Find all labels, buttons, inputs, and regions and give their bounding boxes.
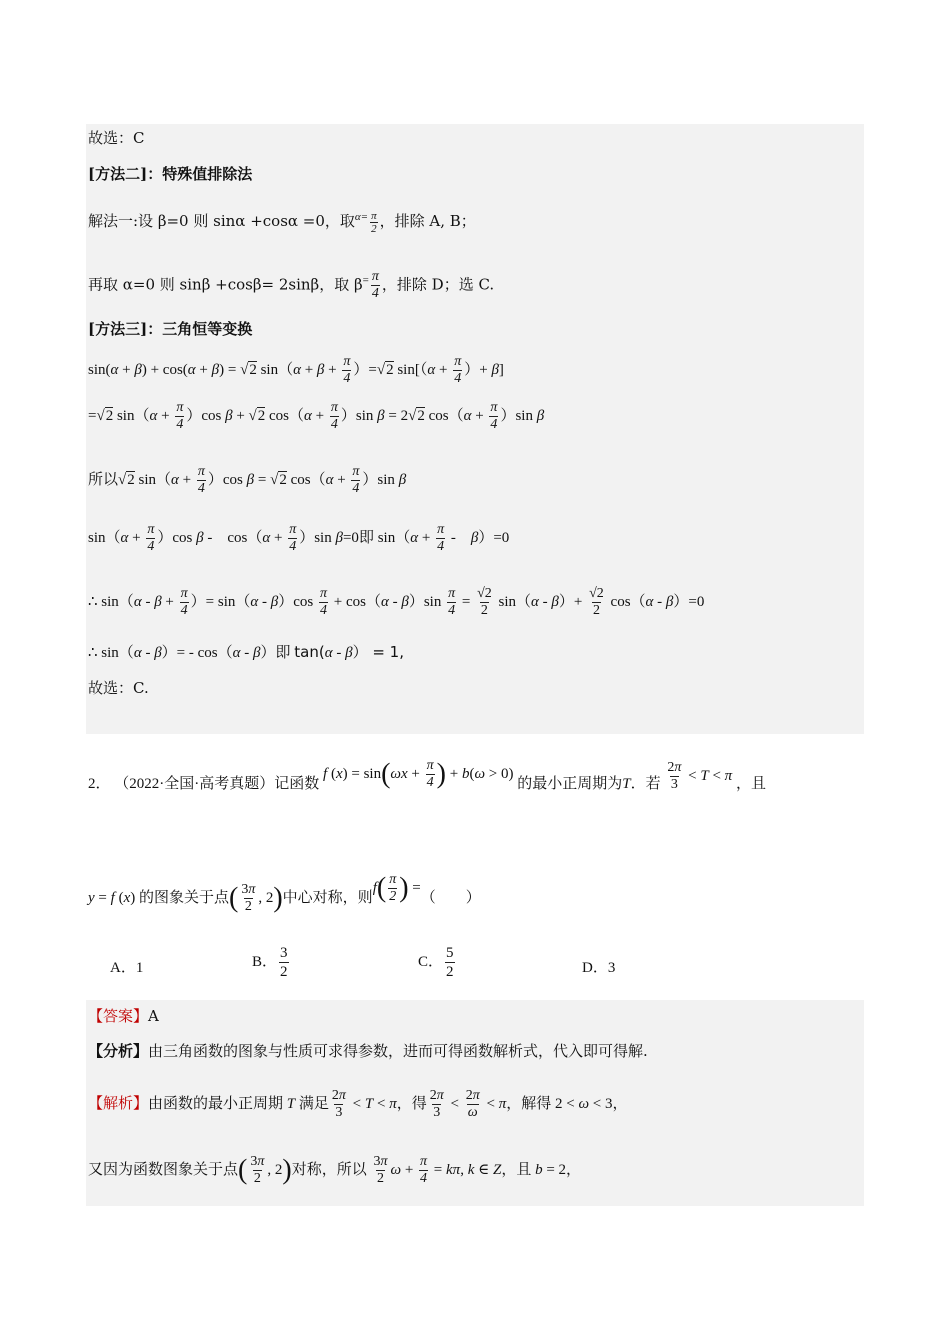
- method2-line2: 再取 α=0 则 sinβ +cosβ= 2sinβ，取 β= $\frac{\pi}{4}$ ，排除 D；选 C.: [88, 269, 495, 301]
- option-c-label: C．: [418, 953, 444, 970]
- final-conclusion: 故选：C.: [88, 679, 149, 697]
- option-d[interactable]: D．3: [582, 960, 616, 976]
- explain-b: 满足: [298, 1095, 329, 1112]
- problem-source: （2022·全国·高考真题）记函数: [114, 775, 320, 792]
- m2-line2-text-b: ，排除 D；选 C.: [381, 275, 495, 294]
- ji2-label: 即: [275, 645, 291, 661]
- option-b[interactable]: B． $\frac{3}{2}$: [252, 945, 288, 980]
- explain-tag: 【解析】: [88, 1095, 149, 1112]
- analysis-tag: 【分析】: [88, 1042, 149, 1060]
- identity-line6: ∴ sin（α - β）= - cos（α - β）即 tan(α - β） = 1,: [88, 643, 404, 661]
- explain-line1: 【解析】由函数的最小正周期 T 满足 $\frac{2\pi}{3}$ < T < π，得 $\frac{2\pi}{3}$ < $\frac{2\pi}{\omega}$ < π，解得 2 < ω < 3，: [88, 1088, 628, 1120]
- option-b-label: B．: [252, 953, 278, 970]
- explain-line2-b: 对称，所以: [291, 1161, 367, 1178]
- so-label: 所以: [88, 471, 119, 488]
- method3-title: [方法三]：三角恒等变换: [88, 320, 253, 338]
- identity-line3: 所以√2 sin（α + $\frac{\pi}{4}$ ）cos β = √2 cos（α + $\frac{\pi}{4}$ ）sin β: [88, 464, 407, 496]
- explain-line2-c: ，且: [501, 1161, 532, 1178]
- problem2-line1: 2． （2022·全国·高考真题）记函数 f (x) = sin(ωx + $\frac{\pi}{4}$ ) + b(ω > 0) 的最小正周期为T．若 $\frac{2\pi}{3}$ < T < π ，且: [88, 758, 766, 792]
- method2-title: [方法二]：特殊值排除法: [88, 165, 253, 183]
- explain-d: ，解得: [506, 1095, 552, 1112]
- answer-line: [88, 1006, 159, 1026]
- analysis-line: [88, 1041, 648, 1061]
- explain-line2-a: 又因为函数图象关于点: [88, 1161, 239, 1178]
- option-a[interactable]: A．1: [110, 960, 144, 976]
- identity-line4: sin（α + $\frac{\pi}{4}$ ）cos β - cos（α + $\frac{\pi}{4}$ ）sin β=0即 sin（α + $\frac{\pi}{4}$ - β）=0: [88, 522, 510, 554]
- problem-line2-b: 中心对称，则: [282, 889, 373, 906]
- answer-tag: 【答案】: [88, 1007, 149, 1025]
- problem2-line2: y = f (x) 的图象关于点( $\frac{3\pi}{2}$ , 2)中心对称，则f( $\frac{\pi}{2}$ ) =（ ）: [88, 872, 481, 914]
- explain-c: ，得: [396, 1095, 427, 1112]
- ji-label: 即: [358, 529, 374, 546]
- identity-line1: sin(α + β) + cos(α + β) = √2 sin（α + β + $\frac{\pi}{4}$ ）=√2 sin[（α + $\frac{\pi}{4}$ ）+ β]: [88, 354, 504, 386]
- explain-a: 由函数的最小正周期: [148, 1095, 284, 1112]
- problem-text-a: 的最小正周期为: [517, 775, 623, 792]
- answer-blank: （ ）: [420, 889, 481, 906]
- conclusion-c: 故选：C: [88, 129, 145, 147]
- identity-line2: =√2 sin（α + $\frac{\pi}{4}$ ）cos β + √2 cos（α + $\frac{\pi}{4}$ ）sin β = 2√2 cos（α + $\frac{\pi}{4}$ ）sin β: [88, 400, 545, 432]
- problem-line2-a: 的图象关于点: [138, 889, 229, 906]
- analysis-text: 由三角函数的图象与性质可求得参数，进而可得函数解析式，代入即可得解.: [148, 1042, 648, 1060]
- m2-line1-text-b: ，排除 A, B；: [379, 212, 476, 230]
- period-T: T: [622, 775, 631, 792]
- identity-line5: ∴ sin（α - β + $\frac{\pi}{4}$ ）= sin（α - β）cos $\frac{\pi}{4}$ + cos（α - β）sin $\frac{\pi}{4}$ = $\frac{√2}{2}$ sin（α - β）+ $\frac{√2}{2}$ cos（α - β）=0: [88, 586, 705, 618]
- option-c[interactable]: C． $\frac{5}{2}$: [418, 945, 454, 980]
- explain-line2: 又因为函数图象关于点( $\frac{3\pi}{2}$ , 2)对称，所以 $\frac{3\pi}{2}$ ω + $\frac{\pi}{4}$ = kπ, k ∈ Z，且 b = 2，: [88, 1154, 582, 1186]
- m2-line1-text-a: 解法一:设 β=0 则 sinα +cosα =0，取: [88, 212, 355, 230]
- problem-text-b: ．若: [630, 775, 661, 792]
- m2-line2-text-a: 再取 α=0 则 sinβ +cosβ= 2sinβ，取 β: [88, 275, 363, 294]
- problem-text-c: ，且: [735, 775, 766, 792]
- method2-line1: 解法一:设 β=0 则 sinα +cosα =0，取$^{\alpha=}$ $\frac{\pi}{2}$ ，排除 A, B；: [88, 209, 476, 235]
- problem-number: 2．: [88, 775, 111, 792]
- answer-value: A: [148, 1007, 159, 1025]
